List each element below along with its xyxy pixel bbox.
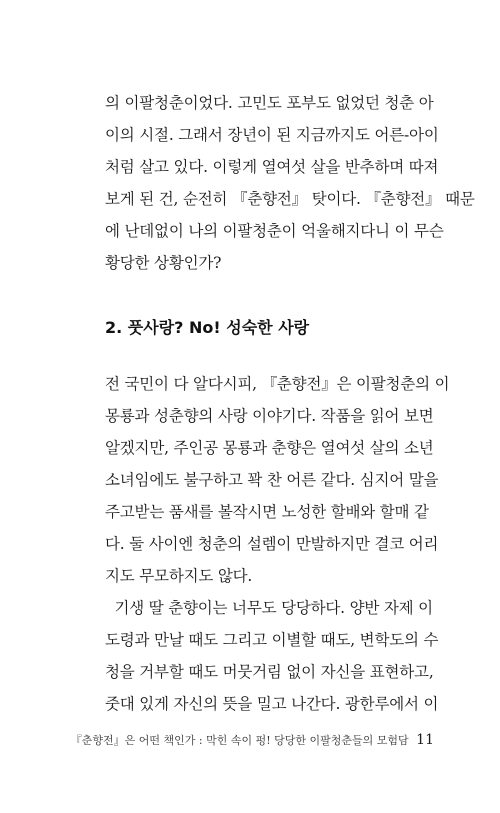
body-line: 줏대 있게 자신의 뜻을 밀고 나간다. 광한루에서 이	[105, 695, 439, 713]
body-line: 전 국민이 다 알다시피, 『춘향전』은 이팔청춘의 이	[105, 375, 450, 393]
body-line: 주고받는 품새를 볼작시면 노성한 할배와 할매 같	[105, 503, 429, 521]
body-line: 에 난데없이 나의 이팔청춘이 억울해지다니 이 무슨	[105, 222, 444, 240]
body-line: 이의 시절. 그래서 장년이 된 지금까지도 어른-아이	[105, 126, 439, 144]
body-line: 기생 딸 춘향이는 너무도 당당하다. 양반 자제 이	[105, 599, 433, 617]
body-line: 처럼 살고 있다. 이렇게 열여섯 살을 반추하며 따져	[105, 158, 439, 176]
page-number: 11	[416, 732, 434, 748]
body-line: 알겠지만, 주인공 몽룡과 춘향은 열여섯 살의 소년	[105, 439, 434, 457]
page-footer	[0, 732, 434, 749]
body-line: 황당한 상황인가?	[105, 254, 222, 272]
body-line: 다. 둘 사이엔 청춘의 설렘이 만발하지만 결코 어리	[105, 535, 439, 553]
body-line: 보게 된 건, 순전히 『춘향전』 탓이다. 『춘향전』 때문	[105, 190, 475, 208]
running-title: 『춘향전』은 어떤 책인가 : 막힌 속이 펑! 당당한 이팔청춘들의 모험담	[70, 734, 409, 747]
body-line: 의 이팔청춘이었다. 고민도 포부도 없었던 청춘 아	[105, 94, 434, 112]
body-line: 청을 거부할 때도 머뭇거림 없이 자신을 표현하고,	[105, 663, 434, 681]
body-line: 지도 무모하지도 않다.	[105, 567, 253, 585]
body-line: 소녀임에도 불구하고 꽉 찬 어른 같다. 심지어 말을	[105, 471, 439, 489]
body-line: 도령과 만날 때도 그리고 이별할 때도, 변학도의 수	[105, 631, 439, 649]
body-line: 몽룡과 성춘향의 사랑 이야기다. 작품을 읽어 보면	[105, 407, 434, 425]
section-heading: 2. 풋사랑? No! 성숙한 사랑	[105, 318, 310, 337]
